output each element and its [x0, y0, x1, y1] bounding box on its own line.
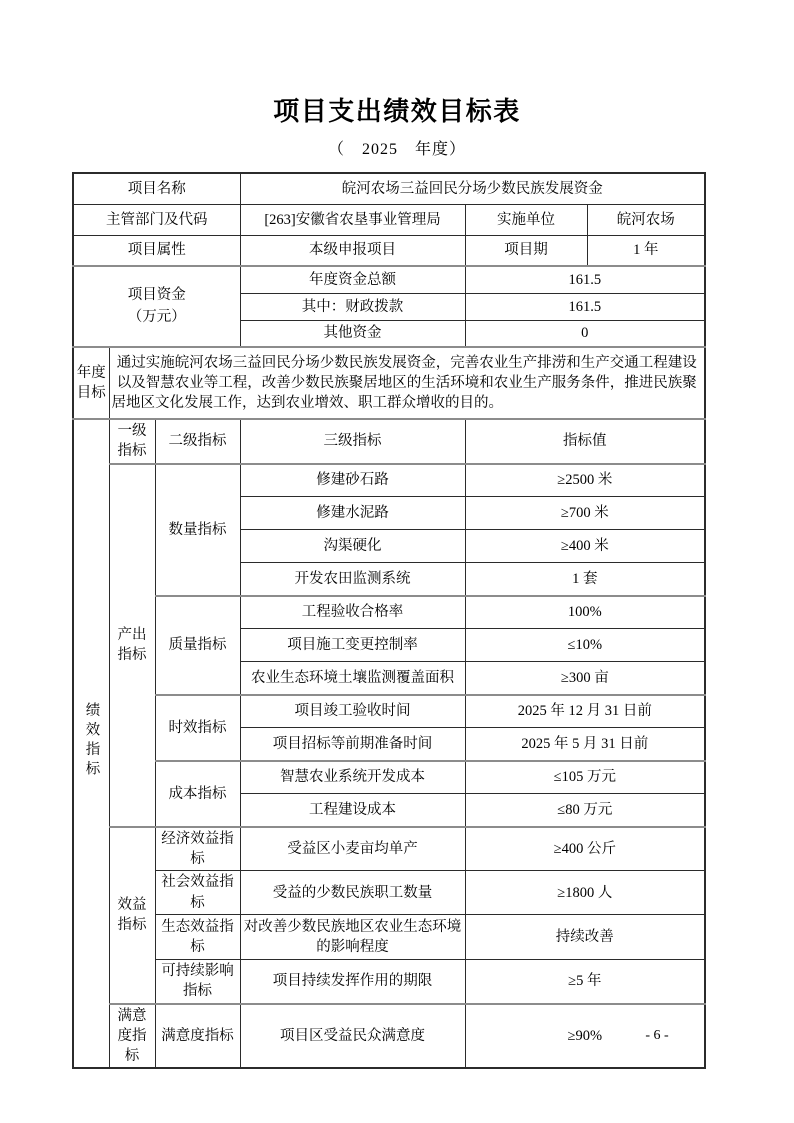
performance-target-table — [72, 172, 706, 1069]
indicator-name: 项目持续发挥作用的期限 — [240, 959, 465, 1003]
indicator-value: ≤10% — [465, 629, 705, 662]
fund-label-line1: 项目资金 — [127, 286, 186, 303]
row-fund-total — [73, 266, 705, 293]
attribute-label: 项目属性 — [73, 235, 240, 266]
header-level2: 二级指标 — [155, 419, 240, 464]
perf-side-label — [73, 419, 109, 1068]
indicator-value: ≥300 亩 — [465, 662, 705, 695]
fund-total-name: 年度资金总额 — [240, 266, 465, 293]
indicator-value: 2025 年 12 月 31 日前 — [465, 695, 705, 728]
indicator-name: 受益区小麦亩均单产 — [240, 827, 465, 871]
row-project-name — [73, 173, 705, 204]
indicator-name: 修建砂石路 — [240, 464, 465, 497]
indicator-value: ≥2500 米 — [465, 464, 705, 497]
page-subtitle: （ 2025 年度） — [327, 141, 466, 159]
indicator-name: 项目竣工验收时间 — [240, 695, 465, 728]
indicator-value: 持续改善 — [465, 914, 705, 959]
indicator-value: ≥1800 人 — [465, 871, 705, 915]
indicator-name: 项目施工变更控制率 — [240, 629, 465, 662]
annual-goal-text: 通过实施皖河农场三益回民分场少数民族发展资金，完善农业生产排涝和生产交通工程建设以及智慧农业等工程，改善少数民族聚居地区的生活环境和农业生产服务条件，推进民族聚居地区文化发展工作，达到农业增效、职工群众增收的目的。 — [109, 347, 705, 419]
indicator-name: 修建水泥路 — [240, 497, 465, 530]
indicator-row — [73, 1004, 705, 1069]
indicator-row — [73, 914, 705, 959]
indicator-name: 智慧农业系统开发成本 — [240, 761, 465, 794]
perf-side-label-text: 绩效指标 — [83, 701, 100, 780]
department-label: 主管部门及代码 — [73, 204, 240, 235]
fund-total-value: 161.5 — [465, 266, 705, 293]
level1-output: 产出指标 — [109, 464, 155, 827]
level2-cost: 成本指标 — [155, 761, 240, 827]
indicator-value: ≥400 米 — [465, 530, 705, 563]
indicator-value: 1 套 — [465, 563, 705, 596]
indicator-row — [73, 827, 705, 871]
header-level1: 一级指标 — [109, 419, 155, 464]
row-annual-goal — [73, 347, 705, 419]
indicator-value: 100% — [465, 596, 705, 629]
page-title: 项目支出绩效目标表 — [273, 97, 521, 126]
fund-other-value: 0 — [465, 320, 705, 347]
indicator-name: 对改善少数民族地区农业生态环境的影响程度 — [240, 914, 465, 959]
fund-other-name: 其他资金 — [240, 320, 465, 347]
impl-unit-label: 实施单位 — [465, 204, 587, 235]
indicator-name: 受益的少数民族职工数量 — [240, 871, 465, 915]
period-value: 1 年 — [587, 235, 705, 266]
indicator-name: 项目招标等前期准备时间 — [240, 728, 465, 761]
fund-label — [73, 266, 240, 347]
indicator-name: 开发农田监测系统 — [240, 563, 465, 596]
indicator-row — [73, 959, 705, 1003]
header-value: 指标值 — [465, 419, 705, 464]
indicator-name: 农业生态环境土壤监测覆盖面积 — [240, 662, 465, 695]
level2-satisfaction: 满意度指标 — [155, 1004, 240, 1069]
level2-quantity: 数量指标 — [155, 464, 240, 596]
indicator-value: 2025 年 5 月 31 日前 — [465, 728, 705, 761]
indicator-value: ≥5 年 — [465, 959, 705, 1003]
indicator-row — [73, 871, 705, 915]
level2-timeliness: 时效指标 — [155, 695, 240, 761]
row-indicator-header — [73, 419, 705, 464]
project-name-label: 项目名称 — [73, 173, 240, 204]
row-attribute — [73, 235, 705, 266]
indicator-name: 项目区受益民众满意度 — [240, 1004, 465, 1069]
indicator-row — [73, 596, 705, 629]
indicator-name: 沟渠硬化 — [240, 530, 465, 563]
annual-goal-label: 年度目标 — [73, 347, 109, 419]
indicator-name: 工程建设成本 — [240, 794, 465, 827]
fund-label-line2: （万元） — [127, 308, 186, 325]
level2-social: 社会效益指标 — [155, 871, 240, 915]
level2-sustainable: 可持续影响指标 — [155, 959, 240, 1003]
period-label: 项目期 — [465, 235, 587, 266]
page-number: - 6 - — [645, 1028, 669, 1043]
impl-unit-value: 皖河农场 — [587, 204, 705, 235]
indicator-value: ≤80 万元 — [465, 794, 705, 827]
project-name-value: 皖河农场三益回民分场少数民族发展资金 — [240, 173, 705, 204]
level2-economic: 经济效益指标 — [155, 827, 240, 871]
department-value: [263]安徽省农垦事业管理局 — [240, 204, 465, 235]
indicator-value: ≥400 公斤 — [465, 827, 705, 871]
attribute-value: 本级申报项目 — [240, 235, 465, 266]
fund-fiscal-value: 161.5 — [465, 293, 705, 320]
level1-satisfaction: 满意度指标 — [109, 1004, 155, 1069]
level1-benefit: 效益指标 — [109, 827, 155, 1004]
level2-ecological: 生态效益指标 — [155, 914, 240, 959]
indicator-value: ≥700 米 — [465, 497, 705, 530]
indicator-row — [73, 695, 705, 728]
indicator-value: ≥90% — [465, 1004, 705, 1069]
fund-fiscal-name: 其中：财政拨款 — [240, 293, 465, 320]
indicator-row — [73, 464, 705, 497]
indicator-row — [73, 761, 705, 794]
indicator-name: 工程验收合格率 — [240, 596, 465, 629]
level2-quality: 质量指标 — [155, 596, 240, 695]
header-level3: 三级指标 — [240, 419, 465, 464]
row-department — [73, 204, 705, 235]
indicator-value: ≤105 万元 — [465, 761, 705, 794]
